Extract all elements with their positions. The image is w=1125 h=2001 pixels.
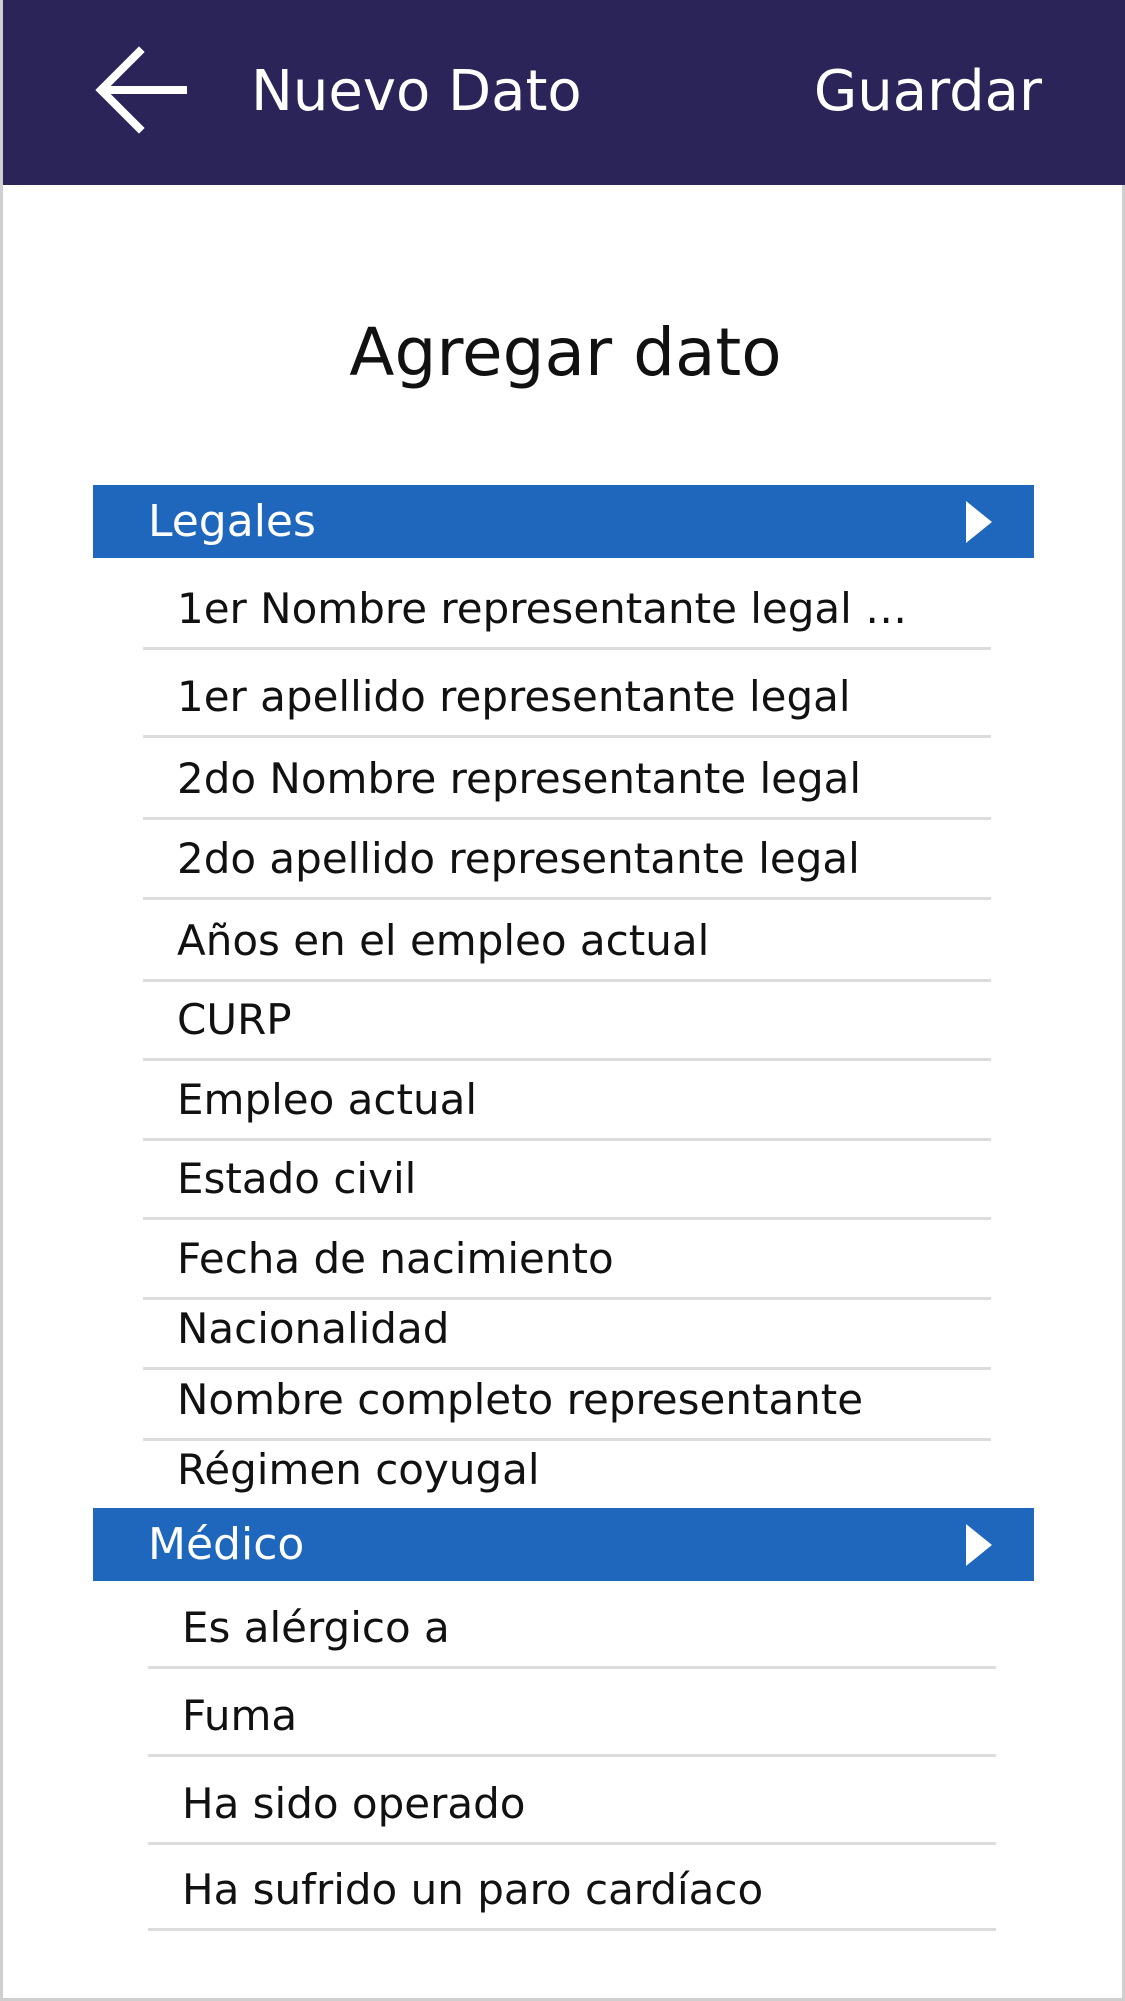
list-item[interactable] [148, 1757, 996, 1845]
list-item[interactable] [143, 1220, 991, 1300]
back-button[interactable] [91, 40, 191, 140]
list-item[interactable] [148, 1581, 996, 1669]
list-item-label: 2do Nombre representante legal [177, 754, 862, 803]
save-button[interactable]: Guardar [814, 56, 1042, 128]
list-item[interactable] [143, 738, 991, 820]
caret-right-icon [966, 501, 992, 543]
list-item[interactable] [143, 1300, 991, 1370]
list-item-label: CURP [177, 995, 292, 1044]
list-item-label: Régimen coyugal [177, 1445, 540, 1494]
list-item-label: 2do apellido representante legal [177, 834, 860, 883]
list-item-label: 1er Nombre representante legal … [177, 584, 908, 633]
list-item[interactable] [143, 1441, 991, 1508]
list-item[interactable] [143, 982, 991, 1061]
list-item[interactable] [143, 1370, 991, 1441]
caret-right-icon [966, 1524, 992, 1566]
list-item-label: Estado civil [177, 1154, 417, 1203]
list-item[interactable] [143, 1141, 991, 1220]
arrow-left-icon [91, 40, 191, 140]
list-item-label: Nombre completo representante [177, 1375, 864, 1424]
top-app-bar [3, 0, 1125, 185]
list-item-label: Fecha de nacimiento [177, 1234, 614, 1283]
list-item[interactable] [143, 900, 991, 982]
section-header-medico[interactable] [93, 1508, 1034, 1581]
list-item[interactable] [143, 820, 991, 900]
list-item-label: Años en el empleo actual [177, 916, 710, 965]
list-item-label: Ha sido operado [182, 1779, 526, 1828]
list-item-label: Nacionalidad [177, 1304, 450, 1353]
list-item[interactable] [143, 1061, 991, 1141]
list-item-label: Empleo actual [177, 1075, 477, 1124]
list-item[interactable] [143, 558, 991, 650]
list-item-label: Fuma [182, 1691, 298, 1740]
list-item-label: 1er apellido representante legal [177, 672, 851, 721]
list-item[interactable] [143, 650, 991, 738]
section-header-legales[interactable] [93, 485, 1034, 558]
section-header-label: Médico [148, 1519, 305, 1570]
list-item[interactable] [148, 1845, 996, 1931]
list-item[interactable] [148, 1669, 996, 1757]
section-heading: Agregar dato [349, 314, 782, 391]
list-item-label: Es alérgico a [182, 1603, 450, 1652]
page-title: Nuevo Dato [251, 59, 582, 124]
list-item-label: Ha sufrido un paro cardíaco [182, 1865, 764, 1914]
section-header-label: Legales [148, 496, 316, 547]
